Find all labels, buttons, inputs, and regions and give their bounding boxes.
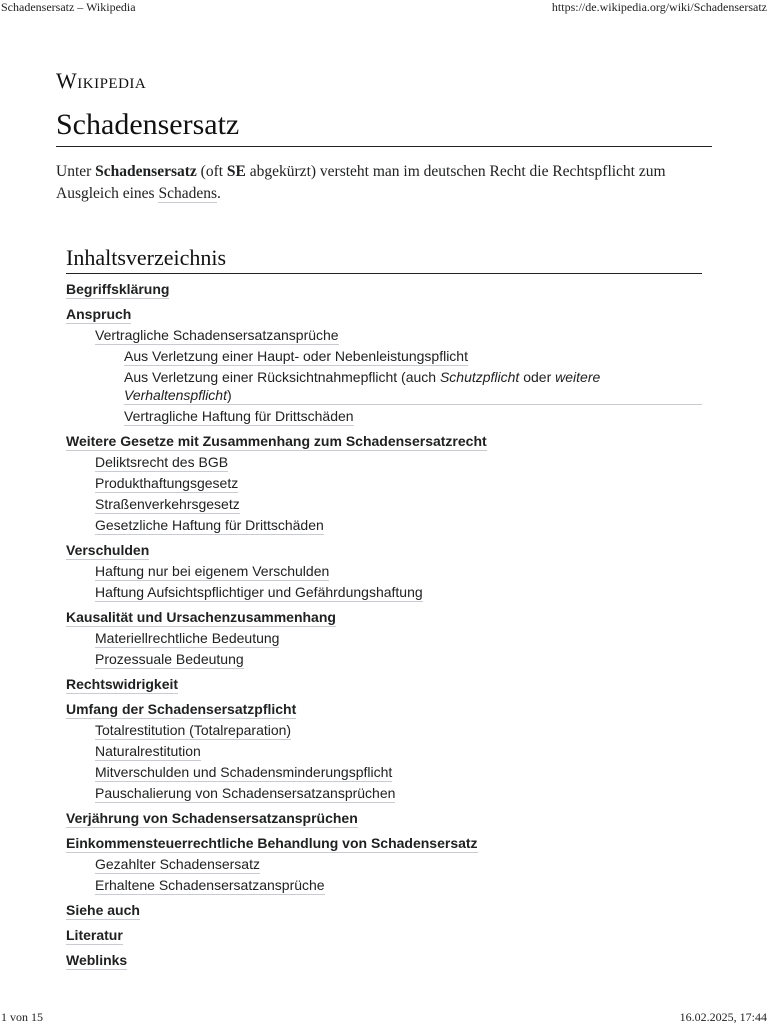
toc-item xyxy=(66,608,702,627)
toc-link[interactable]: Mitverschulden und Schadensminderungspflicht xyxy=(95,764,393,780)
toc-subitem xyxy=(66,562,702,581)
toc-link[interactable]: Begriffsklärung xyxy=(66,281,170,297)
toc-link[interactable]: Gezahlter Schadensersatz xyxy=(95,856,260,872)
toc-subitem xyxy=(66,742,702,761)
toc-link[interactable]: Siehe auch xyxy=(66,902,140,918)
intro-text: Unter xyxy=(56,163,96,180)
print-header xyxy=(0,0,768,15)
toc-link[interactable]: Verjährung von Schadensersatzansprüchen xyxy=(66,810,358,826)
toc-item xyxy=(66,280,702,299)
toc-item xyxy=(66,901,702,920)
toc-link[interactable]: Weblinks xyxy=(66,952,128,968)
intro-text: (oft xyxy=(196,163,227,180)
page-count: 1 von 15 xyxy=(1,1010,43,1024)
intro-text: . xyxy=(217,185,221,202)
toc-link[interactable]: Straßenverkehrsgesetz xyxy=(95,496,240,512)
toc-item xyxy=(66,700,702,719)
intro-bold-term: Schadensersatz xyxy=(95,163,197,180)
toc-link[interactable]: Erhaltene Schadensersatzansprüche xyxy=(95,877,325,893)
toc-subitem xyxy=(66,495,702,514)
toc-link[interactable]: Haftung Aufsichtspflichtiger und Gefährdungshaftung xyxy=(95,584,423,600)
toc-link[interactable]: Vertragliche Schadensersatzansprüche xyxy=(95,327,339,343)
toc-subitem xyxy=(66,453,702,472)
toc-link-italic: weitere Verhaltenspflicht xyxy=(124,369,601,403)
toc-link[interactable]: Rechtswidrigkeit xyxy=(66,676,179,692)
toc-link[interactable]: Deliktsrecht des BGB xyxy=(95,454,229,470)
toc-subitem xyxy=(66,855,702,874)
toc-subitem xyxy=(66,629,702,648)
toc-link[interactable]: Prozessuale Bedeutung xyxy=(95,651,244,667)
toc-item xyxy=(66,926,702,945)
toc-link[interactable]: Verschulden xyxy=(66,542,150,558)
toc-link[interactable]: Weitere Gesetze mit Zusammenhang zum Schadensersatzrecht xyxy=(66,433,487,449)
toc-subitem xyxy=(66,516,702,535)
toc-subitem xyxy=(66,326,702,345)
toc-subitem xyxy=(66,474,702,493)
print-header-url: https://de.wikipedia.org/wiki/Schadensersatz xyxy=(551,0,767,14)
toc-subsubitem xyxy=(66,368,702,405)
toc-link[interactable]: Totalrestitution (Totalreparation) xyxy=(95,722,292,738)
table-of-contents xyxy=(66,245,702,970)
toc-link[interactable]: Haftung nur bei eigenem Verschulden xyxy=(95,563,330,579)
toc-item xyxy=(66,675,702,694)
intro-text: abgekürzt) versteht man im deutschen Recht die Rechtspflicht zum Ausgleich eines xyxy=(56,163,666,202)
toc-link[interactable]: Naturalrestitution xyxy=(95,743,201,759)
toc-link-text: ) xyxy=(226,387,232,403)
toc-link-text: Aus Verletzung einer Rücksichtnahmepflicht (auch xyxy=(124,369,440,385)
toc-subitem xyxy=(66,721,702,740)
toc-link[interactable]: Kausalität und Ursachenzusammenhang xyxy=(66,609,336,625)
page-title: Schadensersatz xyxy=(56,108,712,147)
toc-subitem xyxy=(66,650,702,669)
toc-subitem xyxy=(66,876,702,895)
toc-subitem xyxy=(66,583,702,602)
article xyxy=(56,62,712,970)
toc-link[interactable]: Einkommensteuerrechtliche Behandlung von Schadensersatz xyxy=(66,835,478,851)
schaden-link[interactable]: Schadens xyxy=(158,185,217,202)
toc-title: Inhaltsverzeichnis xyxy=(66,245,702,274)
wikipedia-logo[interactable]: Wikipedia xyxy=(56,68,147,93)
toc-list xyxy=(66,280,702,970)
print-footer xyxy=(0,1010,768,1025)
toc-link-italic: Schutzpflicht xyxy=(439,369,520,385)
toc-link[interactable]: Materiellrechtliche Bedeutung xyxy=(95,630,280,646)
print-header-title: Schadensersatz – Wikipedia xyxy=(1,0,136,14)
toc-link[interactable]: Vertragliche Haftung für Drittschäden xyxy=(124,408,354,424)
toc-subsubitem xyxy=(66,407,702,426)
toc-link[interactable] xyxy=(124,368,702,405)
toc-link[interactable]: Umfang der Schadensersatzpflicht xyxy=(66,701,297,717)
print-timestamp: 16.02.2025, 17:44 xyxy=(679,1010,767,1024)
toc-item xyxy=(66,432,702,451)
toc-subsubitem xyxy=(66,347,702,366)
toc-item xyxy=(66,951,702,970)
intro-bold-abbrev: SE xyxy=(226,163,246,180)
toc-link[interactable]: Literatur xyxy=(66,927,123,943)
toc-link-text: oder xyxy=(519,369,556,385)
toc-link[interactable]: Produkthaftungsgesetz xyxy=(95,475,239,491)
toc-link[interactable]: Anspruch xyxy=(66,306,132,322)
toc-link[interactable]: Aus Verletzung einer Haupt- oder Nebenleistungspflicht xyxy=(124,348,468,364)
toc-item xyxy=(66,305,702,324)
toc-link[interactable]: Gesetzliche Haftung für Drittschäden xyxy=(95,517,324,533)
toc-subitem xyxy=(66,784,702,803)
toc-item xyxy=(66,809,702,828)
toc-item xyxy=(66,541,702,560)
toc-link[interactable]: Pauschalierung von Schadensersatzansprüchen xyxy=(95,785,396,801)
intro-paragraph xyxy=(56,161,712,205)
toc-item xyxy=(66,834,702,853)
toc-subitem xyxy=(66,763,702,782)
